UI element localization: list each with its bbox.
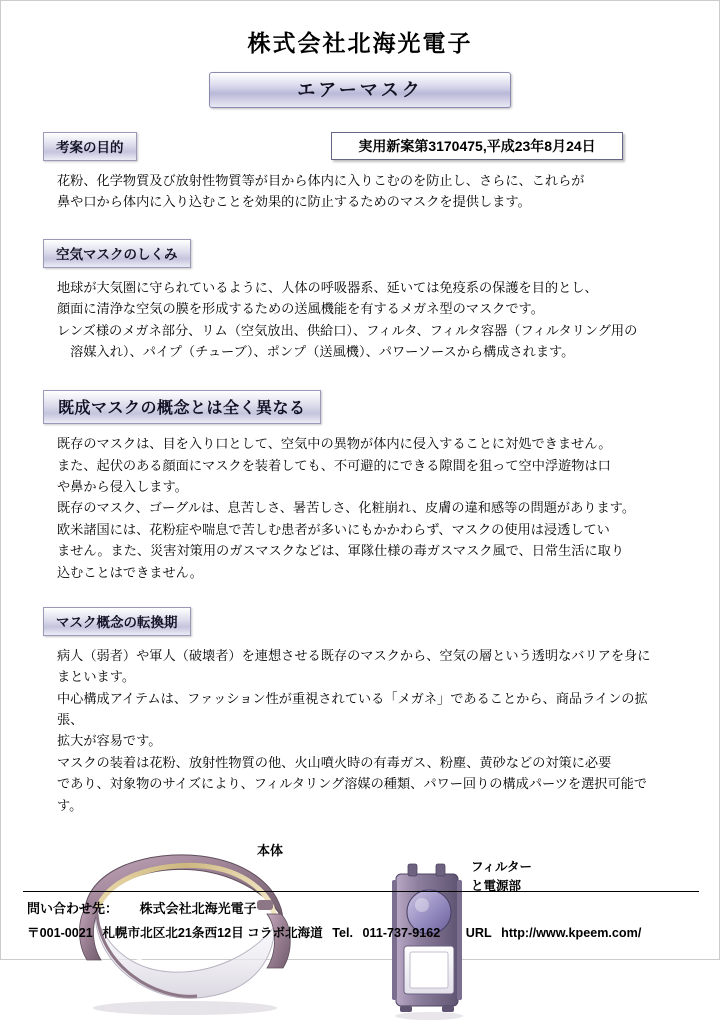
section-heading-difference-wrap [43,390,719,424]
section-body-difference: 既存のマスクは、目を入り口として、空気中の異物が体内に侵入することに対処できません。 また、起伏のある顔面にマスクを装着しても、不可避的にできる隙間を狙って空中浮遊物は口 や鼻から侵入します。 既存のマスク、ゴーグルは、息苦しさ、暑苦しさ、化粧崩れ、皮膚の違和感等の問題があります。 欧米諸国には、花粉症や喘息で苦しむ患者が多いにもかかわらず、マスクの使用は浸透してい ません。また、災害対策用のガスマスクなどは、軍隊仕様の毒ガスマスク風で、日常生活に取り 込むことはできません。 [57,436,636,580]
patent-number-box: 実用新案第3170475,平成23年8月24日 [331,132,623,160]
section-body-paradigm: 病人（弱者）や軍人（破壊者）を連想させる既存のマスクから、空気の層という透明なバリアを身に まといます。 中心構成アイテムは、ファッション性が重視されている「メガネ」であることから、商品ラインの拡張、 拡大が容易です。 マスクの装着は花粉、放射性物質の他、火山噴火時の有毒ガス、粉塵、黄砂などの対策に必要 であり、対象物のサイズにより、フィルタリング溶媒の種類、パワー回りの構成パーツを選択可能で す。 [57,647,651,813]
footer-contact-label: 問い合わせ先： [27,901,119,916]
company-title: 株式会社北海光電子 [247,30,473,56]
section-heading-purpose: 考案の目的 [43,132,137,161]
footer-tel-label: Tel. [332,926,354,940]
footer-contact-line [27,898,720,917]
section-heading-paradigm: マスク概念の転換期 [43,607,191,636]
footer-postal-code: 〒001-0021 [27,926,93,940]
footer-url-label: URL [465,926,492,940]
footer-address-line [27,922,720,941]
footer-divider [23,891,699,892]
figure-label-filter-power: フィルター と電源部 [471,859,533,893]
section-heading-mechanism-wrap [43,239,719,268]
footer [1,891,720,941]
footer-address: 札幌市北区北21条西12目 コラボ北海道 [102,926,323,940]
section-body-purpose: 花粉、化学物質及び放射性物質等が目から体内に入りこむのを防止し、さらに、これらが 鼻や口から体内に入り込むことを効果的に防止するためのマスクを提供します。 [57,173,585,210]
section-heading-mechanism: 空気マスクのしくみ [43,239,191,268]
section-body-mechanism: 地球が大気圏に守られているように、人体の呼吸器系、延いては免疫系の保護を目的とし、 顔面に清浄な空気の膜を形成するための送風機能を有するメガネ型のマスクです。 レンズ様のメガネ部分、リム（空気放出、供給口）、フィルタ、フィルタ容器（フィルタリング用の 溶媒入れ）、パイプ（チューブ）、ポンプ（送風機）、パワーソースから構成されます。 [57,279,638,359]
footer-company: 株式会社北海光電子 [139,901,257,916]
footer-tel-number: 011-737-9162 [362,926,441,940]
section-heading-difference: 既成マスクの概念とは全く異なる [43,390,321,424]
product-title-banner: エアーマスク [209,72,511,108]
figure-label-main-body: 本体 [257,842,284,858]
section-heading-paradigm-wrap [43,607,719,636]
footer-url[interactable]: http://www.kpeem.com/ [501,926,642,940]
